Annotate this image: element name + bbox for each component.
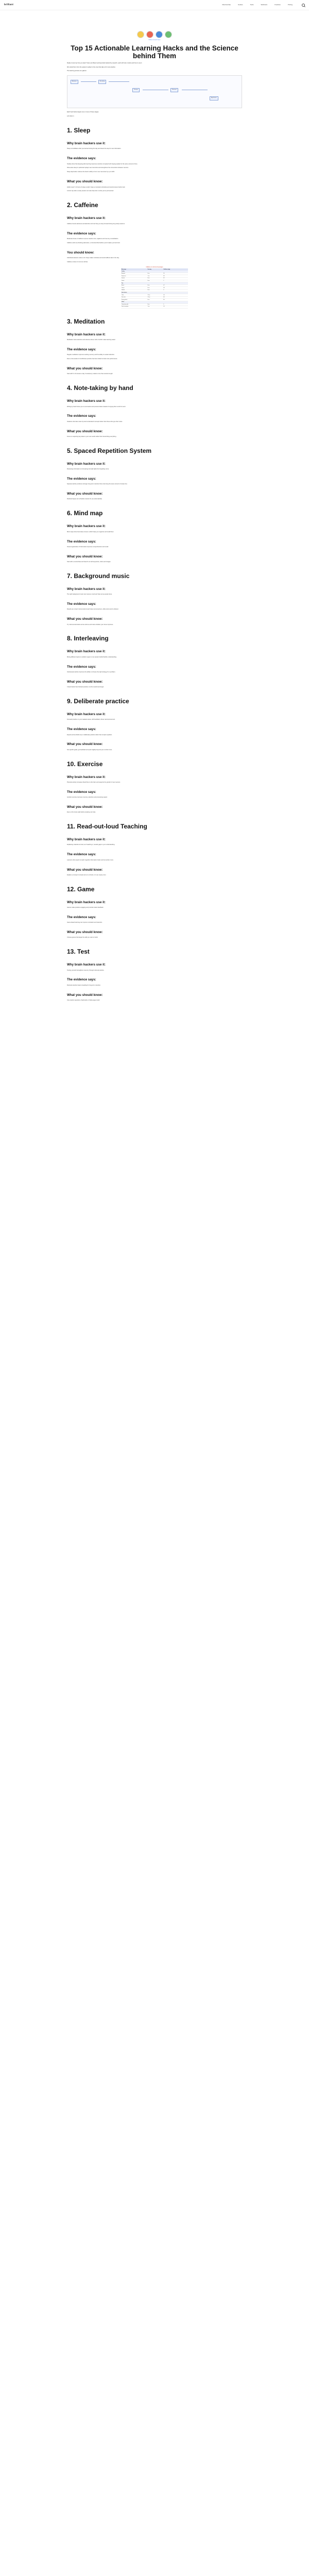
table-cell: 46 xyxy=(163,296,188,299)
know-paragraph: A short nap after a study session can also help lock in what you've just learned. xyxy=(67,190,114,192)
hack-section xyxy=(67,759,242,814)
diagram-arrow xyxy=(81,81,96,82)
evidence-paragraph: Retrieval practice beats rereading for long-term retention. xyxy=(67,984,101,986)
evidence-heading: The evidence says: xyxy=(67,978,96,982)
know-paragraph: Flashcard apps can schedule reviews for you automatically. xyxy=(67,498,102,500)
evidence-heading: The evidence says: xyxy=(67,477,96,481)
table-row xyxy=(121,306,188,309)
diagram-box: Retrieval xyxy=(170,88,178,92)
diagram-box: Storage xyxy=(132,88,140,92)
avatar xyxy=(156,31,163,38)
know-heading: What you should know: xyxy=(67,742,103,747)
table-cell: 63 xyxy=(163,275,188,278)
nav-freebies[interactable]: Freebies xyxy=(274,4,281,6)
table-cell: Instant xyxy=(121,278,147,280)
why-paragraph: Mind maps show how ideas connect, which helps you organize and recall them. xyxy=(67,531,114,533)
table-cell: 1 oz xyxy=(147,275,163,278)
avatar xyxy=(165,31,172,38)
why-paragraph: Games make practice engaging and provide instant feedback. xyxy=(67,907,104,909)
evidence-paragraph: Studies show that sleeping after learning improves retention compared with staying awake for the same amount of time. xyxy=(67,163,138,165)
evidence-paragraph: Learners who expect to teach organize information better and remember more. xyxy=(67,859,114,861)
evidence-heading: The evidence says: xyxy=(67,853,96,857)
intro-paragraph: The learning process at a glance: xyxy=(67,70,87,72)
know-heading: What you should know: xyxy=(67,617,103,621)
table-cell: Energy drink xyxy=(121,299,147,301)
table-cell: Diet cola xyxy=(121,296,147,299)
diagram-box: Application xyxy=(210,96,218,100)
avatar xyxy=(146,31,153,38)
hack-section xyxy=(67,317,242,375)
nav-pricing[interactable]: Pricing xyxy=(287,4,293,6)
section-title: 10. Exercise xyxy=(67,760,103,768)
section-title: 5. Spaced Repetition System xyxy=(67,447,152,454)
intro-paragraph: Each hack below targets one or more of these stages. xyxy=(67,111,99,113)
why-heading: Why brain hackers use it: xyxy=(67,524,106,529)
why-heading: Why brain hackers use it: xyxy=(67,650,106,654)
evidence-paragraph: Aerobic exercise improves memory, attention and processing speed. xyxy=(67,796,108,799)
author-avatars xyxy=(67,31,242,38)
evidence-paragraph: Slow-wave sleep in particular replays new memories and strengthens the connections between neurons. xyxy=(67,167,129,169)
table-cell: 0 xyxy=(163,290,188,292)
caffeine-table xyxy=(121,266,188,309)
know-heading: What you should know: xyxy=(67,554,103,558)
hack-section xyxy=(67,822,242,876)
evidence-heading: The evidence says: xyxy=(67,539,96,544)
evidence-heading: The evidence says: xyxy=(67,347,96,351)
table-group-name: Coffee xyxy=(121,270,188,273)
know-paragraph: Explain a concept in simple terms to a friend, or to an empty room. xyxy=(67,874,107,876)
table-cell: 80 xyxy=(163,299,188,301)
table-cell: 8 oz xyxy=(147,287,163,290)
hack-section xyxy=(67,885,242,939)
know-paragraph: Choose games that target the skill you want to build. xyxy=(67,937,98,939)
hack-section xyxy=(67,509,242,563)
why-paragraph: Testing yourself strengthens memory through retrieval practice. xyxy=(67,969,105,971)
section-title: 2. Caffeine xyxy=(67,201,98,209)
table-group-name: Soft drinks xyxy=(121,292,188,294)
why-heading: Why brain hackers use it: xyxy=(67,900,106,904)
section-title: 11. Read-out-loud Teaching xyxy=(67,823,147,831)
why-paragraph: Explaining material out loud, as if teaching it, reveals gaps in your understanding. xyxy=(67,844,115,846)
table-cell: 12 oz xyxy=(147,296,163,299)
table-cell: 12 oz xyxy=(147,294,163,297)
table-cell: Herbal xyxy=(121,290,147,292)
why-paragraph: Caffeine boosts alertness and attention and can help you stay focused during long study sessions. xyxy=(67,223,125,225)
intro xyxy=(67,62,242,117)
section-title: 3. Meditation xyxy=(67,317,105,325)
diagram-box: Encoding xyxy=(98,80,106,83)
evidence-paragraph: Spaced practice produces stronger long-term retention than cramming the same amount of study time. xyxy=(67,483,128,485)
table-cell: 34 xyxy=(163,294,188,297)
evidence-heading: The evidence says: xyxy=(67,727,96,732)
table-cell: 28 xyxy=(163,287,188,290)
know-heading: What you should know: xyxy=(67,930,103,935)
section-title: 13. Test xyxy=(67,948,90,956)
table-cell: Dark chocolate xyxy=(121,306,147,309)
table-cell: Espresso xyxy=(121,275,147,278)
table-cell: 2 xyxy=(163,280,188,282)
intro-paragraph: Let's dive in. xyxy=(67,115,75,117)
section-title: 6. Mind map xyxy=(67,510,103,517)
hack-section xyxy=(67,947,242,1002)
intro-paragraph: We sorted them from the easiest to adopt to the ones that take a bit more practice. xyxy=(67,66,116,68)
know-paragraph: Start with 5–10 minutes a day. Consistency matters more than session length. xyxy=(67,373,113,375)
section-title: 12. Game xyxy=(67,885,95,893)
section-title: 4. Note-taking by hand xyxy=(67,384,133,392)
hack-section xyxy=(67,697,242,751)
why-heading: Why brain hackers use it: xyxy=(67,216,106,221)
table-cell: Brewed xyxy=(121,273,147,275)
diagram-box: Attention xyxy=(71,80,78,83)
article xyxy=(67,31,242,1002)
section-title: 7. Background music xyxy=(67,572,130,580)
why-paragraph: Meditation trains attention and reduces stress, both of which make learning easier. xyxy=(67,339,116,341)
nav-tools[interactable]: Tools xyxy=(250,4,254,6)
why-heading: Why brain hackers use it: xyxy=(67,963,106,967)
top-navigation-bar xyxy=(0,0,309,10)
table-cell: 5 xyxy=(163,303,188,306)
why-paragraph: Reviewing information at increasing intervals fights the forgetting curve. xyxy=(67,468,109,470)
hack-section xyxy=(67,571,242,626)
section-title: 9. Deliberate practice xyxy=(67,698,129,705)
table-cell: 47 xyxy=(163,284,188,287)
search-icon[interactable] xyxy=(302,4,305,7)
hack-section xyxy=(67,446,242,501)
why-paragraph: Focused practice on your weakest areas, with feedback, drives real improvement. xyxy=(67,719,115,721)
evidence-paragraph: Moderate doses of caffeine improve reaction time, vigilance and memory consolidation. xyxy=(67,238,119,240)
table-cell: 8 oz xyxy=(147,284,163,287)
evidence-paragraph: Game-based learning can improve motivation and retention. xyxy=(67,922,102,924)
hack-section xyxy=(67,200,242,308)
hack-section xyxy=(67,634,242,688)
evidence-paragraph: Sleep deprivation reduces the brain's ability to form new memories by up to 40%. xyxy=(67,171,115,173)
evidence-heading: The evidence says: xyxy=(67,602,96,606)
table-cell: Decaf xyxy=(121,280,147,282)
evidence-paragraph: Experts across fields rely on deliberate practice rather than simple repetition. xyxy=(67,734,112,736)
why-heading: Why brain hackers use it: xyxy=(67,775,106,779)
avatar xyxy=(137,31,144,38)
table-header: Serving xyxy=(147,268,163,270)
page-title: Top 15 Actionable Learning Hacks and the Science behind Them xyxy=(71,44,238,60)
table-cell: 8 oz xyxy=(147,299,163,301)
table-cell: 8 oz xyxy=(147,280,163,282)
evidence-heading: The evidence says: xyxy=(67,915,96,919)
why-heading: Why brain hackers use it: xyxy=(67,142,106,146)
table-header: Caffeine (mg) xyxy=(163,268,188,270)
know-heading: What you should know: xyxy=(67,180,103,184)
evidence-heading: The evidence says: xyxy=(67,231,96,235)
know-paragraph: Even a 20-minute walk before studying can help. xyxy=(67,811,96,814)
know-paragraph: Try instrumental tracks at low volume and notice whether your focus improves. xyxy=(67,623,114,625)
know-paragraph: Use practice questions, flashcards or blank-page recall. xyxy=(67,999,100,1001)
table-header: Beverage xyxy=(121,268,147,270)
why-paragraph: Sleep consolidates what you learned during the day and clears the way for new information. xyxy=(67,148,122,150)
diagram-arrow xyxy=(109,81,129,82)
evidence-paragraph: Results are mixed: instrumental music helps some learners, while lyrics tend to distract. xyxy=(67,608,119,611)
table-cell: 8 oz xyxy=(147,303,163,306)
why-heading: Why brain hackers use it: xyxy=(67,332,106,336)
hack-section xyxy=(67,383,242,438)
know-heading: What you should know: xyxy=(67,868,103,872)
table-cell: Chocolate milk xyxy=(121,303,147,306)
sections xyxy=(67,126,242,1002)
evidence-paragraph: Even a few weeks of mindfulness practice has been linked to better test performance. xyxy=(67,358,118,360)
evidence-paragraph: Interleaved practice improves the ability to choose the right strategy for a problem. xyxy=(67,671,116,673)
know-paragraph: Set specific goals, get feedback and push slightly beyond your comfort zone. xyxy=(67,749,112,751)
know-heading: What you should know: xyxy=(67,367,103,371)
table-cell: Cola xyxy=(121,294,147,297)
evidence-heading: The evidence says: xyxy=(67,790,96,794)
know-paragraph: It feels harder than blocked practice, but the results last longer. xyxy=(67,686,105,688)
nav-membership[interactable]: Membership xyxy=(222,4,231,6)
nav-guides[interactable]: Guides xyxy=(238,4,243,6)
why-paragraph: Physical activity increases blood flow to the brain and supports the growth of new neurons. xyxy=(67,781,121,783)
table-group-name: Tea xyxy=(121,282,188,285)
evidence-heading: The evidence says: xyxy=(67,414,96,418)
why-heading: Why brain hackers use it: xyxy=(67,838,106,842)
why-paragraph: Mixing different topics or problem types in one session builds flexible understanding. xyxy=(67,656,117,658)
table-cell: Black xyxy=(121,284,147,287)
learning-process-diagram xyxy=(67,75,242,108)
hack-section xyxy=(67,126,242,192)
why-paragraph: The right background music can improve mood and help some people focus. xyxy=(67,594,112,596)
table-cell: 8 oz xyxy=(147,278,163,280)
table-cell: 24 xyxy=(163,306,188,309)
why-heading: Why brain hackers use it: xyxy=(67,399,106,403)
evidence-heading: The evidence says: xyxy=(67,665,96,669)
table-cell: Green xyxy=(121,287,147,290)
know-paragraph: Focus on capturing key ideas in your own words rather than transcribing everything. xyxy=(67,435,117,437)
why-paragraph: Writing by hand forces you to summarize and process ideas instead of copying them word for word. xyxy=(67,405,126,408)
table-cell: 62 xyxy=(163,278,188,280)
evidence-paragraph: Students who take notes by hand understand concepts better than those who type their notes. xyxy=(67,420,123,422)
know-heading: What you should know: xyxy=(67,993,103,997)
nav-webinars[interactable]: Webinars xyxy=(261,4,268,6)
table-cell: 8 oz xyxy=(147,273,163,275)
why-heading: Why brain hackers use it: xyxy=(67,713,106,717)
know-paragraph: Adults need 7–9 hours of sleep a night. Keep a consistent schedule and avoid screens before bed. xyxy=(67,186,126,188)
know-heading: What you should know: xyxy=(67,429,103,433)
know-paragraph: Caffeine content of common drinks: xyxy=(67,261,88,263)
know-heading: You should know: xyxy=(67,250,94,255)
author-name[interactable]: Brilliant Growth Team xyxy=(148,39,161,41)
section-title: 1. Sleep xyxy=(67,127,91,134)
intro-paragraph: Ready to level up how you learn? Here are fifteen learning hacks backed by research, each with why it works and how to use it. xyxy=(67,62,143,64)
know-heading: What you should know: xyxy=(67,680,103,684)
table-cell: 95 xyxy=(163,273,188,275)
site-logo[interactable]: brilliant xyxy=(4,3,14,6)
know-paragraph: Start with a central idea and branch out with keywords, colors and images. xyxy=(67,561,111,563)
evidence-paragraph: Caffeine works by blocking adenosine, a chemical that builds up and makes you feel tired. xyxy=(67,242,121,244)
table-caption: Caffeine in common beverages xyxy=(146,266,163,268)
evidence-heading: The evidence says: xyxy=(67,157,96,161)
section-title: 8. Interleaving xyxy=(67,635,109,642)
why-heading: Why brain hackers use it: xyxy=(67,587,106,591)
why-heading: Why brain hackers use it: xyxy=(67,462,106,466)
table-cell: 8 oz xyxy=(147,290,163,292)
table-cell: 1 oz xyxy=(147,306,163,309)
evidence-paragraph: Regular meditation improves working memory and the ability to sustain attention. xyxy=(67,354,115,356)
main-nav xyxy=(222,4,305,7)
know-heading: What you should know: xyxy=(67,492,103,496)
know-heading: What you should know: xyxy=(67,805,103,809)
know-paragraph: Individual tolerance varies a lot. Keep intake moderate and avoid caffeine late in the day. xyxy=(67,257,119,259)
table-group-name: Other xyxy=(121,301,188,304)
evidence-paragraph: Visual organization of information improves comprehension and recall. xyxy=(67,546,109,548)
